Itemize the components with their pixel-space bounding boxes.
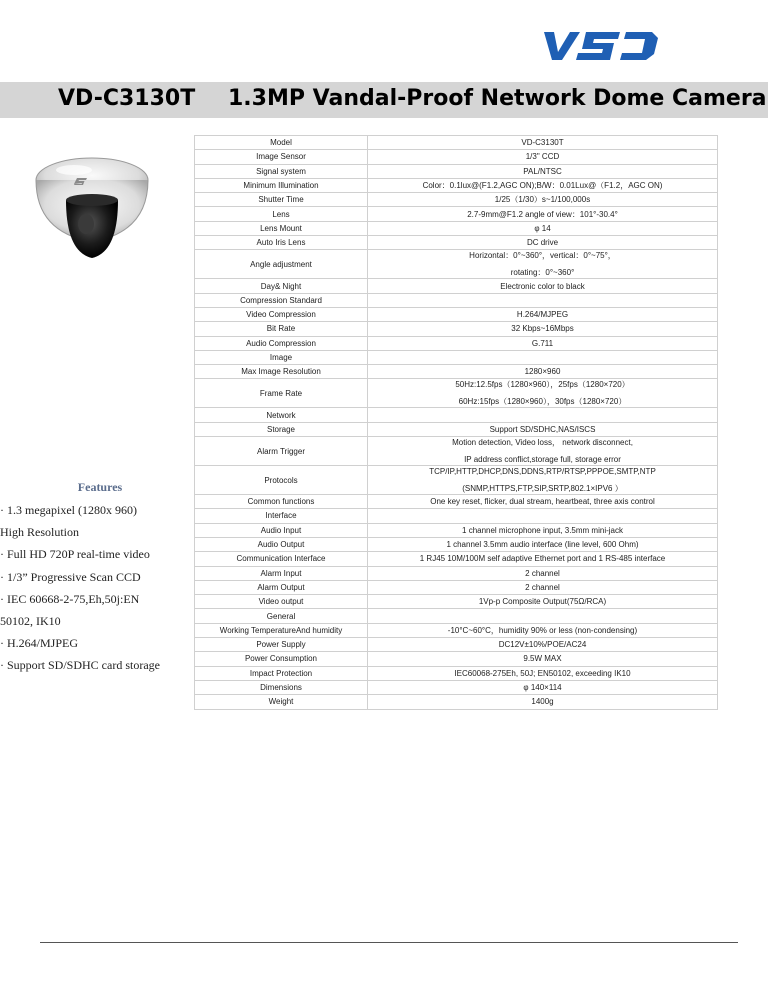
spec-row	[195, 365, 718, 379]
spec-label: Max Image Resolution	[195, 365, 368, 379]
spec-label: Video output	[195, 595, 368, 609]
spec-row	[195, 236, 718, 250]
spec-label: Shutter Time	[195, 193, 368, 207]
spec-value	[368, 164, 718, 178]
feature-line: · IEC 60668-2-75,Eh,50j:EN	[0, 592, 140, 606]
spec-value	[368, 365, 718, 379]
spec-value	[368, 336, 718, 350]
spec-row	[195, 666, 718, 680]
spec-value	[368, 552, 718, 566]
spec-row	[195, 652, 718, 666]
spec-row	[195, 193, 718, 207]
spec-value-line: rotating：0°~360°	[510, 268, 575, 278]
spec-label: Common functions	[195, 495, 368, 509]
spec-value	[368, 580, 718, 594]
feature-line: High Resolution	[0, 525, 80, 539]
spec-value-line: IEC60068-275Eh, 50J; EN50102, exceeding IK10	[454, 668, 631, 678]
spec-row	[195, 150, 718, 164]
spec-label: Compression Standard	[195, 293, 368, 307]
footer-divider	[40, 942, 738, 943]
spec-value	[368, 193, 718, 207]
spec-value-line: 50Hz:12.5fps（1280×960），25fps（1280×720）	[455, 380, 630, 390]
spec-row	[195, 422, 718, 436]
feature-line: · 1/3” Progressive Scan CCD	[0, 570, 141, 584]
spec-row	[195, 437, 718, 466]
spec-value-line: VD-C3130T	[521, 138, 564, 148]
spec-label: Audio Compression	[195, 336, 368, 350]
spec-value-line: H.264/MJPEG	[516, 310, 569, 320]
spec-value	[368, 150, 718, 164]
spec-value	[368, 466, 718, 495]
spec-row	[195, 638, 718, 652]
spec-label: Alarm Input	[195, 566, 368, 580]
spec-value-line: TCP/IP,HTTP,DHCP,DNS,DDNS,RTP/RTSP,PPPOE,SMTP,NTP	[429, 467, 656, 477]
spec-row	[195, 566, 718, 580]
feature-line: 50102, IK10	[0, 614, 61, 628]
spec-label: Storage	[195, 422, 368, 436]
spec-label: Alarm Trigger	[195, 437, 368, 466]
feature-line: · 1.3 megapixel (1280x 960)	[0, 503, 137, 517]
spec-value	[368, 408, 718, 422]
spec-row	[195, 178, 718, 192]
spec-value	[368, 680, 718, 694]
spec-label: Day& Night	[195, 279, 368, 293]
model-title: VD-C3130T	[58, 86, 196, 111]
spec-row	[195, 336, 718, 350]
spec-value	[368, 136, 718, 150]
spec-value-line: 2 channel	[525, 568, 560, 578]
spec-value-line: G.711	[531, 338, 554, 348]
spec-row	[195, 221, 718, 235]
spec-label: Model	[195, 136, 368, 150]
spec-label: Impact Protection	[195, 666, 368, 680]
spec-value-line: 60Hz:15fps（1280×960），30fps（1280×720）	[458, 397, 627, 407]
spec-label: Frame Rate	[195, 379, 368, 408]
spec-value-line: φ 140×114	[523, 683, 562, 693]
spec-label: Video Compression	[195, 307, 368, 321]
spec-value-line: Support SD/SDHC,NAS/ISCS	[489, 424, 596, 434]
spec-value	[368, 322, 718, 336]
spec-value	[368, 437, 718, 466]
spec-value-line: 1280×960	[524, 367, 561, 377]
spec-label: Interface	[195, 509, 368, 523]
spec-value-line: 9.5W MAX	[523, 654, 562, 664]
spec-value-line: 1/25（1/30）s~1/100,000s	[494, 195, 591, 205]
spec-value	[368, 221, 718, 235]
spec-value	[368, 379, 718, 408]
spec-label: Audio Output	[195, 537, 368, 551]
spec-value	[368, 307, 718, 321]
spec-value-line: DC12V±10%/POE/AC24	[498, 640, 587, 650]
spec-row	[195, 408, 718, 422]
spec-label: Alarm Output	[195, 580, 368, 594]
spec-row	[195, 164, 718, 178]
spec-value-line: 1 RJ45 10M/100M self adaptive Ethernet port and 1 RS-485 interface	[419, 554, 666, 564]
spec-value	[368, 652, 718, 666]
spec-value	[368, 495, 718, 509]
spec-value-line: 1400g	[531, 697, 554, 707]
features-heading: Features	[77, 480, 123, 494]
spec-value	[368, 350, 718, 364]
spec-table	[194, 135, 718, 710]
spec-label: Auto Iris Lens	[195, 236, 368, 250]
spec-label: Image Sensor	[195, 150, 368, 164]
spec-row	[195, 509, 718, 523]
spec-value-line: (SNMP,HTTPS,FTP,SIP,SRTP,802.1×IPV6 ）	[462, 484, 623, 494]
spec-label: Dimensions	[195, 680, 368, 694]
spec-value	[368, 566, 718, 580]
spec-label: Weight	[195, 695, 368, 709]
vsd-logo	[540, 28, 660, 64]
spec-value-line: Color：0.1lux@(F1.2,AGC ON);B/W：0.01Lux@（F1.2，AGC ON)	[422, 181, 663, 191]
spec-value-line: 1Vp-p Composite Output(75Ω/RCA)	[478, 597, 607, 607]
spec-label: Lens	[195, 207, 368, 221]
dome-camera-image	[22, 140, 162, 280]
spec-label: Power Consumption	[195, 652, 368, 666]
feature-line: · Support SD/SDHC card storage	[0, 658, 160, 672]
spec-label: Minimum Illumination	[195, 178, 368, 192]
spec-label: General	[195, 609, 368, 623]
spec-value	[368, 666, 718, 680]
spec-value	[368, 695, 718, 709]
spec-value	[368, 293, 718, 307]
spec-value-line: 1 channel microphone input, 3.5mm mini-jack	[462, 525, 623, 535]
spec-value-line: 1/3" CCD	[525, 152, 560, 162]
spec-value	[368, 638, 718, 652]
spec-value	[368, 178, 718, 192]
spec-row	[195, 695, 718, 709]
spec-row	[195, 350, 718, 364]
spec-value	[368, 523, 718, 537]
spec-row	[195, 595, 718, 609]
spec-label: Lens Mount	[195, 221, 368, 235]
spec-row	[195, 379, 718, 408]
spec-value-line: IP address conflict,storage full, storage error	[464, 455, 621, 465]
spec-row	[195, 495, 718, 509]
spec-label: Network	[195, 408, 368, 422]
spec-value	[368, 509, 718, 523]
spec-value-line: 32 Kbps~16Mbps	[511, 324, 574, 334]
spec-row	[195, 537, 718, 551]
spec-label: Signal system	[195, 164, 368, 178]
spec-value-line: PAL/NTSC	[523, 166, 562, 176]
spec-row	[195, 322, 718, 336]
spec-value-line: -10°C~60°C，humidity 90% or less (non-condensing)	[447, 625, 638, 635]
spec-value	[368, 279, 718, 293]
spec-row	[195, 279, 718, 293]
spec-value	[368, 623, 718, 637]
spec-label: Protocols	[195, 466, 368, 495]
spec-row	[195, 580, 718, 594]
spec-value-line: 2 channel	[525, 582, 560, 592]
spec-value-line: 2.7-9mm@F1.2 angle of view：101°-30.4°	[467, 209, 618, 219]
spec-row	[195, 250, 718, 279]
spec-value-line: Horizontal：0°~360°，vertical：0°~75°，	[469, 251, 616, 261]
spec-row	[195, 466, 718, 495]
spec-value-line: Electronic color to black	[500, 281, 585, 291]
spec-value	[368, 609, 718, 623]
spec-label: Angle adjustment	[195, 250, 368, 279]
spec-row	[195, 680, 718, 694]
spec-row	[195, 523, 718, 537]
feature-line: · Full HD 720P real-time video	[0, 547, 150, 561]
spec-value	[368, 250, 718, 279]
spec-value	[368, 595, 718, 609]
spec-value	[368, 207, 718, 221]
feature-line: · H.264/MJPEG	[0, 636, 79, 650]
spec-value-line: Motion detection, Video loss， network disconnect,	[452, 438, 633, 448]
spec-row	[195, 609, 718, 623]
spec-value	[368, 537, 718, 551]
spec-value-line: 1 channel 3.5mm audio interface (line level, 600 Ohm)	[446, 540, 639, 550]
spec-label: Bit Rate	[195, 322, 368, 336]
spec-value-line: One key reset, flicker, dual stream, heartbeat, three axis control	[430, 497, 655, 507]
spec-value-line: φ 14	[534, 223, 551, 233]
spec-value	[368, 236, 718, 250]
spec-row	[195, 623, 718, 637]
spec-value	[368, 422, 718, 436]
spec-row	[195, 552, 718, 566]
spec-row	[195, 136, 718, 150]
spec-row	[195, 293, 718, 307]
spec-value-line: DC drive	[526, 238, 559, 248]
spec-row	[195, 207, 718, 221]
spec-label: Power Supply	[195, 638, 368, 652]
spec-label: Image	[195, 350, 368, 364]
spec-label: Communication Interface	[195, 552, 368, 566]
spec-label: Audio Input	[195, 523, 368, 537]
spec-row	[195, 307, 718, 321]
spec-label: Working TemperatureAnd humidity	[195, 623, 368, 637]
product-title: 1.3MP Vandal-Proof Network Dome Camera	[228, 86, 767, 111]
